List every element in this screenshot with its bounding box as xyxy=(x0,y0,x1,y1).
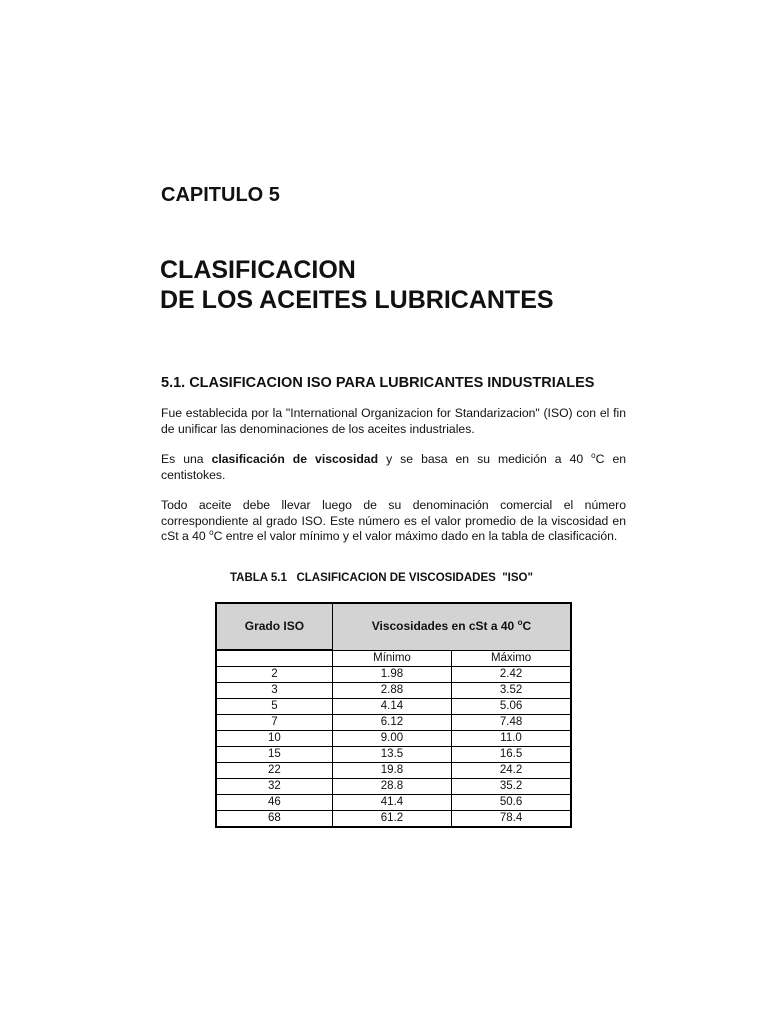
cell-grade: 22 xyxy=(216,763,332,779)
header-viscosity xyxy=(332,603,571,650)
text-run: y se basa en su medición a 40 xyxy=(378,452,592,466)
header-viscosity-unit: C xyxy=(522,619,532,634)
table-row xyxy=(216,779,571,795)
cell-maximum: 50.6 xyxy=(452,795,571,811)
cell-maximum: 78.4 xyxy=(452,811,571,828)
chapter-label: CAPITULO 5 xyxy=(161,184,280,206)
paragraph-iso-origin: Fue establecida por la "International Organizacion for Standarizacion" (ISO) con el fin de unificar las denominaciones de los aceites industriales. xyxy=(161,406,626,436)
table-row xyxy=(216,811,571,828)
paragraph-iso-grade xyxy=(161,498,626,545)
table-header-row xyxy=(216,603,571,650)
cell-maximum: 5.06 xyxy=(452,699,571,715)
paragraph-viscosity-classification xyxy=(161,452,626,483)
chapter-title-line-1: CLASIFICACION xyxy=(160,256,356,284)
cell-grade: 2 xyxy=(216,667,332,683)
table-row xyxy=(216,763,571,779)
table-body xyxy=(216,667,571,828)
cell-minimum: 28.8 xyxy=(332,779,451,795)
cell-grade: 46 xyxy=(216,795,332,811)
cell-minimum: 19.8 xyxy=(332,763,451,779)
table-row xyxy=(216,715,571,731)
text-run: Todo aceite debe llevar luego de su denominación comercial el número correspondiente al grado ISO. Este número es el valor promedio de la viscosidad en cSt a 40 xyxy=(161,498,626,544)
header-grade-iso: Grado ISO xyxy=(216,603,332,650)
cell-grade: 15 xyxy=(216,747,332,763)
header-viscosity-text: Viscosidades en cSt a 40 xyxy=(371,619,518,634)
cell-maximum: 35.2 xyxy=(452,779,571,795)
table-caption: TABLA 5.1 CLASIFICACION DE VISCOSIDADES "ISO" xyxy=(230,572,533,584)
cell-minimum: 9.00 xyxy=(332,731,451,747)
degree-superscript: o xyxy=(209,528,214,538)
cell-grade: 3 xyxy=(216,683,332,699)
cell-minimum: 61.2 xyxy=(332,811,451,828)
text-run: C en centistokes. xyxy=(161,452,627,482)
cell-grade: 10 xyxy=(216,731,332,747)
viscosity-table xyxy=(215,602,572,828)
cell-minimum: 41.4 xyxy=(332,795,451,811)
cell-maximum: 3.52 xyxy=(452,683,571,699)
emphasis-text: clasificación de viscosidad xyxy=(211,452,379,466)
header-empty-cell xyxy=(216,650,332,667)
cell-grade: 32 xyxy=(216,779,332,795)
table-row xyxy=(216,795,571,811)
section-heading: 5.1. CLASIFICACION ISO PARA LUBRICANTES INDUSTRIALES xyxy=(161,375,595,391)
cell-maximum: 2.42 xyxy=(452,667,571,683)
cell-minimum: 2.88 xyxy=(332,683,451,699)
chapter-title-line-2: DE LOS ACEITES LUBRICANTES xyxy=(160,286,554,314)
cell-maximum: 16.5 xyxy=(452,747,571,763)
table-subheader-row xyxy=(216,650,571,667)
degree-superscript: o xyxy=(591,451,596,460)
table-row xyxy=(216,683,571,699)
cell-maximum: 11.0 xyxy=(452,731,571,747)
cell-maximum: 24.2 xyxy=(452,763,571,779)
header-minimum: Mínimo xyxy=(332,650,451,667)
degree-superscript: o xyxy=(517,618,523,628)
table-row xyxy=(216,699,571,715)
cell-grade: 7 xyxy=(216,715,332,731)
header-maximum: Máximo xyxy=(452,650,571,667)
cell-minimum: 4.14 xyxy=(332,699,451,715)
table-row xyxy=(216,747,571,763)
chapter-title xyxy=(160,255,554,315)
cell-grade: 68 xyxy=(216,811,332,828)
cell-minimum: 13.5 xyxy=(332,747,451,763)
text-run: C entre el valor mínimo y el valor máximo dado en la tabla de clasificación. xyxy=(213,529,618,544)
cell-minimum: 6.12 xyxy=(332,715,451,731)
cell-maximum: 7.48 xyxy=(452,715,571,731)
text-run: Es una xyxy=(161,452,212,466)
cell-minimum: 1.98 xyxy=(332,667,451,683)
table-row xyxy=(216,731,571,747)
cell-grade: 5 xyxy=(216,699,332,715)
table-row xyxy=(216,667,571,683)
